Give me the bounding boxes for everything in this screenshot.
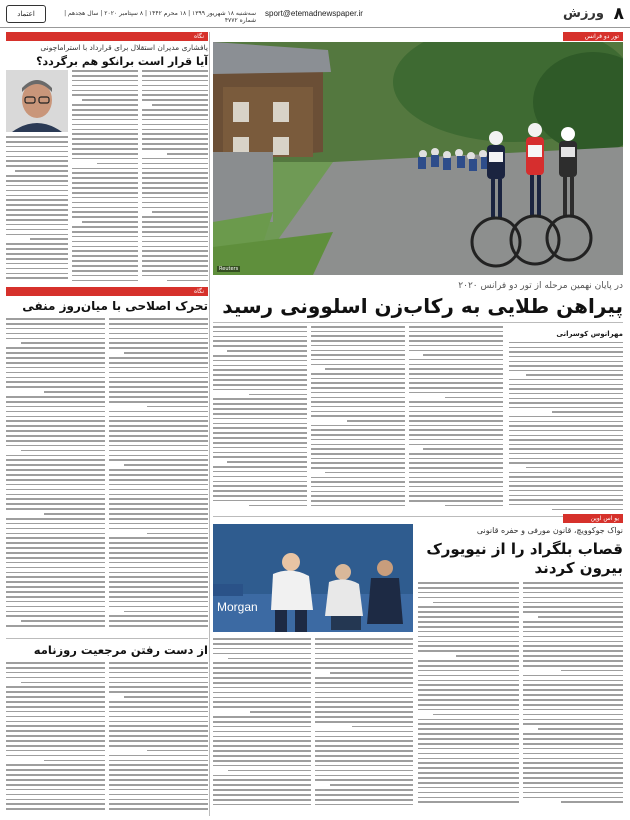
tag-us-open: یو اس اوپن: [563, 514, 623, 523]
press-divider: [6, 638, 208, 639]
text-column: [523, 582, 624, 814]
text-column: [6, 662, 105, 814]
opinion-body-under-photo: [6, 136, 68, 282]
dateline: سه‌شنبه ۱۸ شهریور ۱۳۹۹ | ۱۸ محرم ۱۴۴۲ | ۸ سپتامبر ۲۰۲۰ | سال هجدهم | شماره ۴۷۷۲: [64, 10, 256, 24]
section-title: ورزش: [563, 6, 604, 21]
tour-body-cols: [213, 326, 503, 506]
section-email[interactable]: sport@etemadnewspaper.ir: [265, 9, 363, 18]
opinion-headline: آیا قرار است برانکو هم برگردد؟: [36, 55, 208, 68]
text-column: [142, 70, 208, 282]
tag-tour: تور دو فرانس: [563, 32, 623, 41]
tennis-photo-art: [213, 524, 413, 632]
tour-kicker: در پایان نهمین مرحله از تور دو فرانس ۲۰۲۰: [458, 281, 623, 291]
text-column: [213, 638, 311, 814]
photo-credit: Reuters: [219, 266, 239, 272]
author-portrait: [6, 70, 68, 132]
us-open-kicker: نواک جوکوویچ، قانون مورفی و حفره قانونی: [476, 526, 623, 535]
text-column: [6, 136, 68, 282]
text-column: [6, 318, 105, 632]
tour-body-col-1: [509, 342, 623, 510]
tour-byline: مهرانوس کوسرانی: [556, 330, 623, 338]
cycling-photo: [213, 42, 623, 275]
us-open-body-left: [213, 638, 413, 814]
left-column-rule: [209, 32, 210, 816]
reform-headline: تحرک اصلاحی با میان‌روز منفی: [22, 299, 208, 313]
text-column: [109, 318, 208, 632]
text-column: [213, 326, 307, 506]
court-signage: Morgan: [217, 600, 258, 614]
text-column: [311, 326, 405, 506]
us-open-headline: قصاب بلگراد را از نیویورک بیرون کردند: [426, 540, 623, 577]
text-column: [418, 582, 519, 814]
tour-headline: پیراهن طلایی به رکاب‌زن اسلوونی رسید: [222, 294, 623, 318]
page-header: [0, 0, 630, 28]
cycling-photo-art: [213, 42, 623, 275]
text-column: [72, 70, 138, 282]
tour-divider: [213, 322, 623, 323]
text-column: [509, 342, 623, 510]
tag-opinion-2: نگاه: [6, 287, 208, 296]
press-headline: از دست رفتن مرجعیت روزنامه: [33, 643, 208, 657]
newspaper-logo: اعتماد: [6, 5, 46, 23]
opinion-kicker: یافشاری مدیران استقلال برای قرارداد با استراماچونی: [40, 43, 208, 52]
tag-opinion: نگاه: [6, 32, 208, 41]
us-open-body-right: [418, 582, 623, 814]
opinion-body-top: [72, 70, 208, 282]
reform-body: [6, 318, 208, 632]
press-body: [6, 662, 208, 814]
text-column: [409, 326, 503, 506]
page-number: ۸: [613, 4, 624, 24]
us-open-divider: [213, 516, 623, 517]
text-column: [315, 638, 413, 814]
text-column: [109, 662, 208, 814]
author-portrait-art: [6, 70, 68, 132]
tennis-photo: [213, 524, 413, 632]
